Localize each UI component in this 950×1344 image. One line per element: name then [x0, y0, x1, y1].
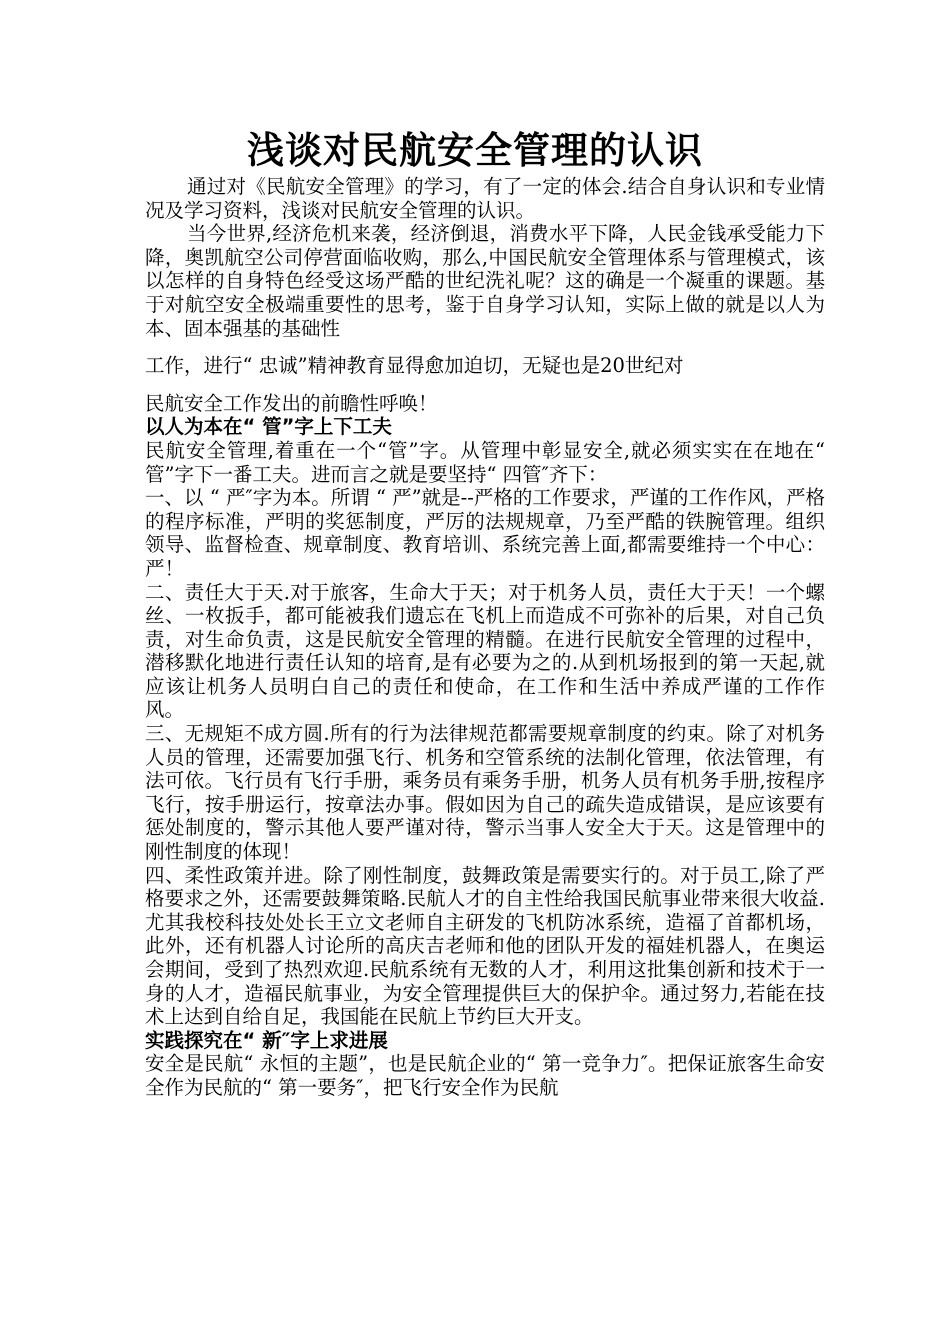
- section-heading-innovate: 实践探究在“ 新″字上求进展: [145, 1028, 388, 1052]
- paragraph-intro: 通过对《民航安全管理》的学习，有了一定的体会.结合自身认识和专业情况及学习资料，浅谈对民航安全管理的认识。: [145, 175, 825, 222]
- paragraph-innovate: 安全是民航“ 永恒的主题”，也是民航企业的“ 第一竞争力″。把保证旅客生命安全作为民航的“ 第一要务″，把飞行安全作为民航: [145, 1052, 825, 1099]
- paragraph-manage: 民航安全管理,着重在一个“管”字。从管理中彰显安全,就必须实实在在地在“ 管”字下一番工夫。进而言之就是要坚持“ 四管″齐下：: [145, 438, 825, 486]
- section-heading-manage: 以人为本在“ 管”字上下工夫: [145, 415, 392, 439]
- document-title: 浅谈对民航安全管理的认识: [247, 129, 703, 172]
- paragraph-context-cont: 工作，进行“ 忠诚”精神教育显得愈加迫切，无疑也是20世纪对: [145, 354, 684, 378]
- paragraph-point-1: 一、以 “ 严″字为本。所谓 “ 严”就是--严格的工作要求，严谨的工作作风，严格的程序标准，严明的奖惩制度，严厉的法规规章，乃至严酷的铁腕管理。组织领导、监督检查、规章制度、教育培训、系统完善上面,都需要维持一个中心：严！: [145, 486, 825, 580]
- paragraph-point-2: 二、责任大于天.对于旅客，生命大于天；对于机务人员，责任大于天！一个螺丝、一枚扳手，都可能被我们遗忘在飞机上而造成不可弥补的后果，对自己负责，对生命负责，这是民航安全管理的精髓。在进行民航安全管理的过程中，潜移默化地进行责任认知的培育,是有必要为之的.从到机场报到的第一天起,就应该让机务人员明白自己的责任和使命，在工作和生活中养成严谨的工作作风。: [145, 580, 825, 722]
- paragraph-point-4: 四、柔性政策并进。除了刚性制度，鼓舞政策是需要实行的。对于员工,除了严格要求之外，还需要鼓舞策略.民航人才的自主性给我国民航事业带来很大收益.尤其我校科技处处长王立文老师自主研发的飞机防冰系统，造福了首都机场，此外，还有机器人讨论所的高庆吉老师和他的团队开发的福娃机器人，在奥运会期间，受到了热烈欢迎.民航系统有无数的人才，利用这批集创新和技术于一身的人才，造福民航事业，为安全管理提供巨大的保护伞。通过努力,若能在技术上达到自给自足，我国能在民航上节约巨大开支。: [145, 863, 825, 1029]
- paragraph-context: 当今世界,经济危机来袭，经济倒退，消费水平下降，人民金钱承受能力下降，奥凯航空公司停营面临收购，那么,中国民航安全管理体系与管理模式，该以怎样的自身特色经受这场严酷的世纪洗礼呢？这的确是一个凝重的课题。基于对航空安全极端重要性的思考，鉴于自身学习认知，实际上做的就是以人为本、固本强基的基础性: [145, 222, 825, 340]
- document-body: [145, 175, 825, 1100]
- paragraph-context-end: 民航安全工作发出的前瞻性呼唤！: [145, 391, 438, 415]
- paragraph-point-3: 三、无规矩不成方圆.所有的行为法律规范都需要规章制度的约束。除了对机务人员的管理，还需要加强飞行、机务和空管系统的法制化管理，依法管理，有法可依。飞行员有飞行手册，乘务员有乘务手册，机务人员有机务手册,按程序飞行，按手册运行，按章法办事。假如因为自己的疏失造成错误，是应该要有惩处制度的，警示其他人要严谨对待，警示当事人安全大于天。这是管理中的刚性制度的体现！: [145, 722, 825, 864]
